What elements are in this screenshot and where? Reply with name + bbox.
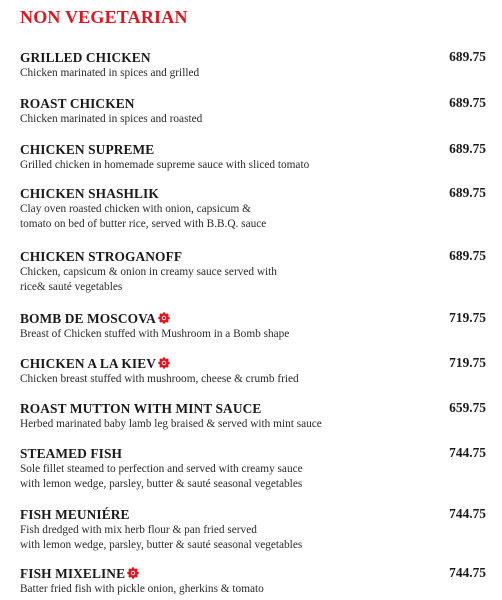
menu-item-header	[20, 248, 486, 265]
menu-item-description: Clay oven roasted chicken with onion, capsicum &	[20, 203, 251, 215]
menu-item-header	[20, 445, 486, 462]
menu-item-price: 689.75	[449, 49, 486, 64]
menu-item-price: 689.75	[449, 248, 486, 263]
menu-item-header	[20, 355, 486, 372]
menu-item	[20, 185, 486, 232]
menu-item-price: 689.75	[449, 185, 486, 200]
menu-item-header	[20, 400, 486, 417]
menu-item-name: FISH MIXELINE	[20, 566, 126, 581]
menu-item-description: Breast of Chicken stuffed with Mushroom in a Bomb shape	[20, 328, 290, 340]
menu-item-name: FISH MEUNIÉRE	[20, 507, 130, 522]
menu-item-description: Batter fried fish with pickle onion, gherkins & tomato	[20, 583, 264, 595]
menu-item-price: 744.75	[449, 445, 486, 460]
menu-item-description: Fish dredged with mix herb flour & pan fried served	[20, 524, 257, 536]
menu-item-name: CHICKEN A LA KIEV	[20, 356, 157, 371]
chef-special-icon	[158, 357, 170, 369]
menu-item	[20, 310, 486, 342]
menu-item-description: with lemon wedge, parsley, butter & sauté seasonal vegetables	[20, 478, 303, 490]
menu-item-name: CHICKEN STROGANOFF	[20, 249, 183, 264]
chef-special-icon	[158, 312, 170, 324]
menu-item-description: Chicken, capsicum & onion in creamy sauce served with	[20, 266, 277, 278]
menu-item-price: 659.75	[449, 400, 486, 415]
menu-item	[20, 95, 486, 127]
menu-item-price: 744.75	[449, 565, 486, 580]
menu-item-header	[20, 49, 486, 66]
menu-item-header	[20, 185, 486, 202]
menu-item-name: GRILLED CHICKEN	[20, 50, 151, 65]
menu-item-description: with lemon wedge, parsley, butter & sauté seasonal vegetables	[20, 539, 303, 551]
menu-item-description: Chicken marinated in spices and grilled	[20, 67, 200, 79]
chef-special-icon	[127, 567, 139, 579]
menu-item-name: CHICKEN SUPREME	[20, 142, 155, 157]
menu-item-header	[20, 565, 486, 582]
menu-item	[20, 248, 486, 295]
menu-item	[20, 565, 486, 597]
menu-item-description: Chicken breast stuffed with mushroom, cheese & crumb fried	[20, 373, 299, 385]
menu-item-name: BOMB DE MOSCOVA	[20, 311, 156, 326]
menu-item-description: Sole fillet steamed to perfection and served with creamy sauce	[20, 463, 303, 475]
menu-item-price: 719.75	[449, 310, 486, 325]
menu-item-header	[20, 95, 486, 112]
menu-item-price: 719.75	[449, 355, 486, 370]
menu-item-description: Chicken marinated in spices and roasted	[20, 113, 203, 125]
menu-item-price: 689.75	[449, 95, 486, 110]
menu-item	[20, 49, 486, 81]
menu-item	[20, 506, 486, 553]
menu-item-description: rice& sauté vegetables	[20, 281, 123, 293]
menu-item-header	[20, 141, 486, 158]
menu-item-price: 744.75	[449, 506, 486, 521]
menu-item	[20, 445, 486, 492]
menu-item-name: STEAMED FISH	[20, 446, 123, 461]
menu-item-header	[20, 310, 486, 327]
menu-item-description: tomato on bed of butter rice, served with B.B.Q. sauce	[20, 218, 267, 230]
menu-item-description: Grilled chicken in homemade supreme sauce with sliced tomato	[20, 159, 310, 171]
menu-item	[20, 355, 486, 387]
menu-item-name: CHICKEN SHASHLIK	[20, 186, 159, 201]
menu-item-header	[20, 506, 486, 523]
menu-item-description: Herbed marinated baby lamb leg braised & served with mint sauce	[20, 418, 322, 430]
menu-item	[20, 400, 486, 432]
menu-item-name: ROAST CHICKEN	[20, 96, 135, 111]
menu-item-name: ROAST MUTTON WITH MINT SAUCE	[20, 401, 262, 416]
section-title: NON VEGETARIAN	[20, 7, 188, 27]
menu-item-price: 689.75	[449, 141, 486, 156]
menu-item	[20, 141, 486, 173]
